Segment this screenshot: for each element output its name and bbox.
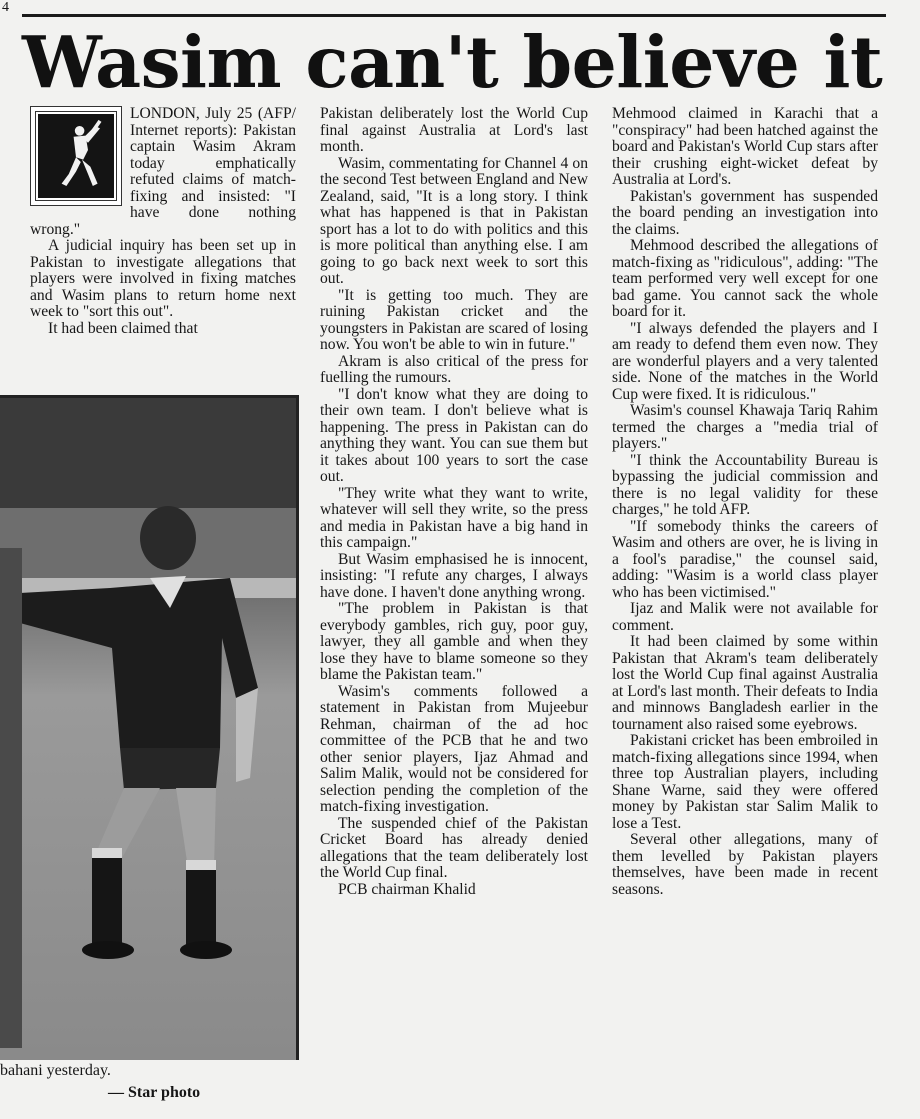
paragraph: Pakistan's government has suspended the board pending an investigation into the claims.	[612, 187, 878, 238]
news-photo	[0, 395, 299, 1060]
paragraph: "I think the Accountability Bureau is bypassing the judicial commission and there is no legal validity for these charges," he told AFP.	[612, 451, 878, 518]
cricket-batsman-icon	[30, 106, 122, 206]
paragraph: Wasim's comments followed a statement in Pakistan from Mujeebur Rehman, chairman of the ad hoc committee of the PCB that he and two other senior players, Ijaz Ahmad and Salim Malik, would not be considered for selection pending the completion of the match-fixing investigation.	[320, 682, 588, 815]
paragraph: "It is getting too much. They are ruining Pakistan cricket and the youngsters in Pakistan are scared of losing now. You won't be able to win in future."	[320, 286, 588, 353]
paragraph: "I don't know what they are doing to their own team. I don't believe what is happening. The press in Pakistan can do anything they want. You can sue them but it takes about 100 years to sort the case out.	[320, 385, 588, 485]
paragraph: "The problem in Pakistan is that everybody gambles, rich guy, poor guy, lawyer, they all gamble and when they lose they have to blame someone so they blame the Pakistan team."	[320, 600, 588, 683]
page-number: 4	[2, 0, 9, 15]
paragraph: LONDON, July 25 (AFP/ Internet reports): Pakistan captain Wasim Akram today emphatically refuted claims of match-fixing and insisted: "I have done nothing wrong."	[30, 106, 296, 238]
paragraph: "If somebody thinks the careers of Wasim and others are over, he is living in a fool's paradise," the counsel said, adding: "Wasim is a world class player who has been victimised."	[612, 517, 878, 601]
paragraph: Ijaz and Malik were not available for comment.	[612, 600, 878, 634]
paragraph: Mehmood claimed in Karachi that a "conspiracy" had been hatched against the board and Pakistan's World Cup stars after their crushing eight-wicket defeat by Australia at Lord's.	[612, 106, 878, 188]
paragraph: It had been claimed by some within Pakistan that Akram's team deliberately lost the World Cup final against Australia at Lord's last month. Their defeats to India and minnows Bangladesh earlier in the tournament also raised some eyebrows.	[612, 633, 878, 733]
paragraph: PCB chairman Khalid	[338, 880, 476, 898]
paragraph: It had been claimed that	[48, 319, 198, 337]
paragraph: But Wasim emphasised he is innocent, insisting: "I refute any charges, I always have done. I haven't done anything wrong.	[320, 550, 588, 601]
paragraph: Akram is also critical of the press for fuelling the rumours.	[320, 352, 588, 386]
article-column-1	[30, 106, 296, 382]
paragraph: Mehmood described the allegations of match-fixing as "ridiculous", adding: "The team performed very well except for one bad game. You cannot sack the whole board for it.	[612, 237, 878, 320]
paragraph: Wasim, commentating for Channel 4 on the second Test between England and New Zealand, said, "It is a long story. I think what has happened is that in Pakistan sport has a lot to do with politics and this is more political than anything else. I am going to go back next week to sort this out.	[320, 154, 588, 287]
paragraph: The suspended chief of the Pakistan Cricket Board has already denied allegations that the team deliberately lost the World Cup final.	[320, 814, 588, 881]
headline: Wasim can't believe it	[22, 20, 883, 104]
paragraph: "I always defended the players and I am ready to defend them even now. They are wonderful players and a very talented side. None of the matches in the World Cup were fixed. It is ridiculous."	[612, 319, 878, 403]
article-column-3	[612, 106, 878, 1111]
article-column-2	[320, 106, 588, 1106]
paragraph: Pakistan deliberately lost the World Cup final against Australia at Lord's last month.	[320, 106, 588, 155]
paragraph: A judicial inquiry has been set up in Pakistan to investigate allegations that players were involved in fixing matches and Wasim plans to return home next week to "sort this out".	[30, 237, 296, 320]
photo-credit: — Star photo	[108, 1084, 201, 1101]
paragraph: Pakistani cricket has been embroiled in match-fixing allegations since 1994, when three top Australian players, including Shane Warne, said they were offered money by Pakistan star Salim Malik to lose a Test.	[612, 732, 878, 832]
paragraph: Several other allegations, many of them levelled by Pakistan players themselves, have been made in recent seasons.	[612, 831, 878, 898]
paragraph: Wasim's counsel Khawaja Tariq Rahim termed the charges a "media trial of players."	[612, 402, 878, 452]
photo-caption	[0, 1060, 296, 1104]
paragraph: "They write what they want to write, whatever will sell they write, so the press and media in Pakistan have a big hand in this campaign."	[320, 484, 588, 551]
caption-text: bahani yesterday.	[0, 1062, 111, 1079]
